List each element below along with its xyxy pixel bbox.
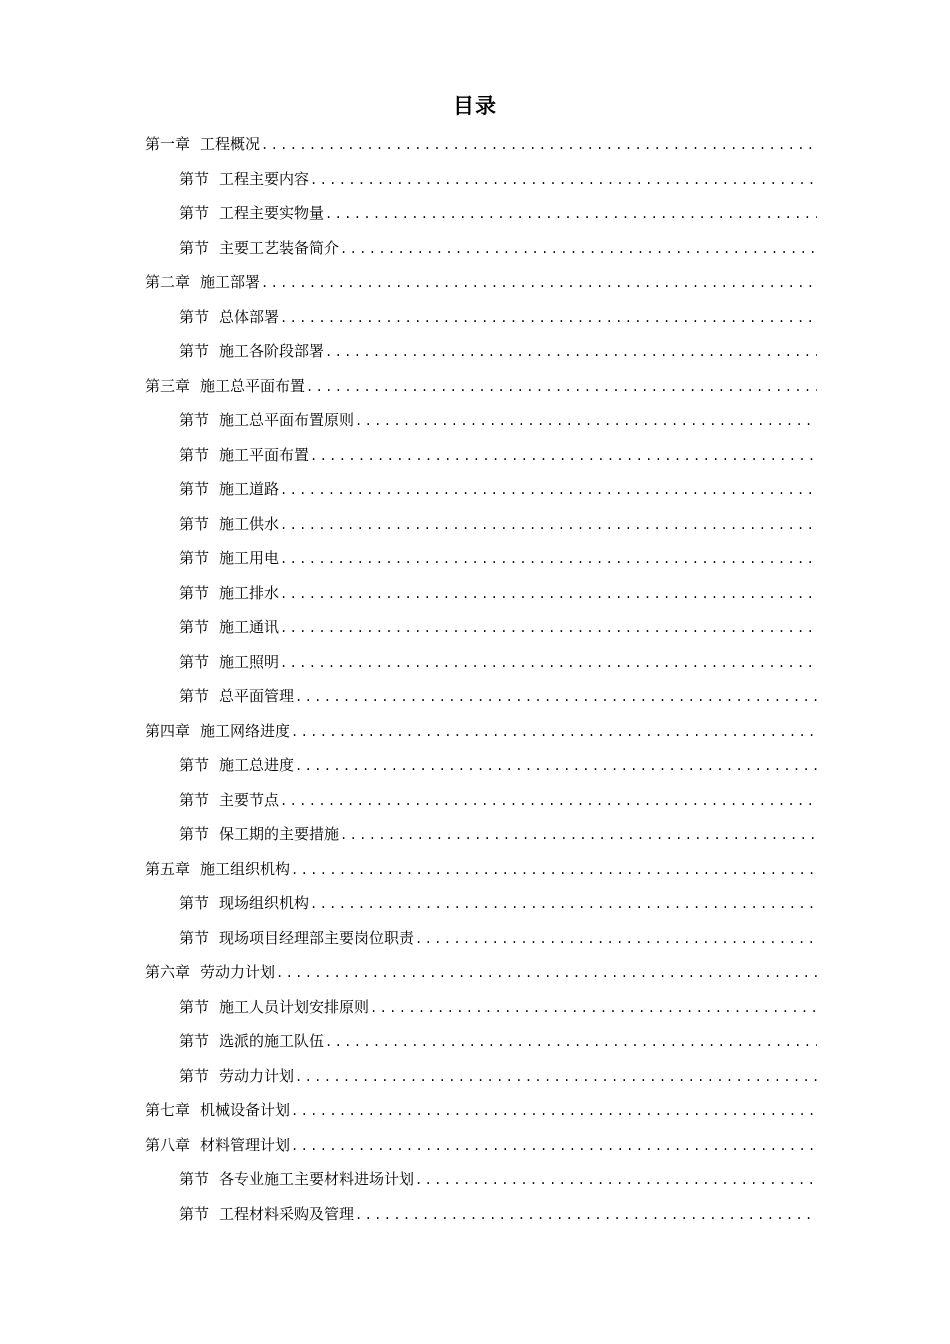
toc-entry-number: 第节 <box>179 687 210 705</box>
toc-dot-leader <box>280 611 817 645</box>
toc-entry-number: 第三章 <box>145 376 191 395</box>
toc-dot-leader <box>291 1129 817 1163</box>
toc-entry-text: 机械设备计划 <box>200 1101 291 1119</box>
toc-section-entry[interactable] <box>145 196 817 231</box>
toc-section-entry[interactable] <box>145 1197 817 1232</box>
toc-entry-number: 第节 <box>179 756 210 774</box>
toc-entry-text: 总平面管理 <box>219 687 295 705</box>
toc-dot-leader <box>280 301 817 335</box>
toc-section-entry[interactable] <box>145 541 817 576</box>
toc-entry-number: 第节 <box>179 790 210 809</box>
toc-entry-text: 施工道路 <box>219 480 280 498</box>
toc-section-entry[interactable] <box>145 1024 817 1059</box>
toc-entry-number: 第节 <box>179 618 210 636</box>
toc-dot-leader <box>325 197 817 231</box>
toc-dot-leader <box>355 404 817 438</box>
toc-entry-number: 第节 <box>179 480 210 498</box>
toc-section-entry[interactable] <box>145 679 817 714</box>
toc-section-entry[interactable] <box>145 438 817 473</box>
toc-section-entry[interactable] <box>145 817 817 852</box>
toc-chapter-entry[interactable] <box>145 1128 817 1163</box>
toc-entry-number: 第一章 <box>145 135 191 153</box>
toc-entry-text: 施工人员计划安排原则 <box>219 997 370 1016</box>
toc-dot-leader <box>291 1094 817 1128</box>
toc-section-entry[interactable] <box>145 334 817 369</box>
toc-chapter-entry[interactable] <box>145 127 817 162</box>
toc-entry-number: 第节 <box>179 169 210 188</box>
toc-entry-number: 第节 <box>179 445 210 464</box>
toc-entry-text: 施工总进度 <box>219 756 295 774</box>
toc-entry-number: 第五章 <box>145 859 191 878</box>
toc-entry-text: 施工组织机构 <box>200 859 291 878</box>
toc-dot-leader <box>280 784 817 818</box>
toc-entry-number: 第节 <box>179 1204 210 1223</box>
toc-dot-leader <box>276 956 817 990</box>
toc-dot-leader <box>325 1025 817 1059</box>
toc-section-entry[interactable] <box>145 748 817 783</box>
toc-section-entry[interactable] <box>145 507 817 542</box>
toc-dot-leader <box>415 1163 817 1197</box>
toc-dot-leader <box>340 818 817 852</box>
toc-entry-text: 劳动力计划 <box>200 963 276 981</box>
toc-entry-text: 现场项目经理部主要岗位职责 <box>219 928 415 947</box>
toc-entry-number: 第节 <box>179 342 210 360</box>
toc-dot-leader <box>310 439 817 473</box>
toc-dot-leader <box>295 1060 817 1094</box>
toc-entry-text: 工程概况 <box>200 135 261 153</box>
toc-entry-number: 第节 <box>179 238 210 257</box>
toc-dot-leader <box>261 128 817 162</box>
toc-entry-text: 主要工艺装备简介 <box>219 238 340 257</box>
toc-dot-leader <box>280 473 817 507</box>
toc-section-entry[interactable] <box>145 403 817 438</box>
toc-entry-text: 施工用电 <box>219 549 280 567</box>
toc-entry-number: 第节 <box>179 652 210 671</box>
toc-entry-number: 第节 <box>179 1032 210 1050</box>
toc-chapter-entry[interactable] <box>145 265 817 300</box>
toc-entry-number: 第节 <box>179 928 210 947</box>
toc-section-entry[interactable] <box>145 886 817 921</box>
toc-entry-text: 施工部署 <box>200 273 261 291</box>
toc-entry-text: 施工供水 <box>219 514 280 533</box>
toc-list <box>145 127 817 1231</box>
toc-entry-number: 第四章 <box>145 721 191 740</box>
toc-section-entry[interactable] <box>145 300 817 335</box>
toc-dot-leader <box>280 508 817 542</box>
toc-entry-text: 现场组织机构 <box>219 894 310 912</box>
toc-title: 目录 <box>453 94 497 118</box>
toc-dot-leader <box>295 680 817 714</box>
toc-entry-text: 工程主要实物量 <box>219 204 325 222</box>
toc-entry-text: 施工网络进度 <box>200 721 291 740</box>
toc-entry-number: 第节 <box>179 583 210 602</box>
toc-dot-leader <box>310 163 817 197</box>
toc-chapter-entry[interactable] <box>145 852 817 887</box>
toc-entry-text: 工程主要内容 <box>219 169 310 188</box>
toc-entry-number: 第节 <box>179 1066 210 1085</box>
toc-section-entry[interactable] <box>145 1059 817 1094</box>
toc-entry-number: 第节 <box>179 411 210 429</box>
toc-chapter-entry[interactable] <box>145 955 817 990</box>
toc-entry-text: 各专业施工主要材料进场计划 <box>219 1170 415 1188</box>
toc-chapter-entry[interactable] <box>145 1093 817 1128</box>
toc-dot-leader <box>355 1198 817 1232</box>
toc-entry-number: 第二章 <box>145 273 191 291</box>
toc-dot-leader <box>291 853 817 887</box>
toc-dot-leader <box>291 715 817 749</box>
toc-entry-text: 选派的施工队伍 <box>219 1032 325 1050</box>
toc-entry-text: 主要节点 <box>219 790 280 809</box>
toc-section-entry[interactable] <box>145 921 817 956</box>
toc-section-entry[interactable] <box>145 472 817 507</box>
toc-dot-leader <box>280 542 817 576</box>
toc-entry-text: 施工总平面布置 <box>200 376 306 395</box>
toc-section-entry[interactable] <box>145 231 817 266</box>
toc-entry-number: 第节 <box>179 307 210 326</box>
toc-chapter-entry[interactable] <box>145 369 817 404</box>
toc-section-entry[interactable] <box>145 610 817 645</box>
toc-entry-text: 总体部署 <box>219 307 280 326</box>
toc-section-entry[interactable] <box>145 645 817 680</box>
toc-dot-leader <box>340 232 817 266</box>
toc-entry-text: 施工平面布置 <box>219 445 310 464</box>
toc-dot-leader <box>415 922 817 956</box>
toc-dot-leader <box>280 646 817 680</box>
toc-dot-leader <box>261 266 817 300</box>
toc-entry-text: 施工各阶段部署 <box>219 342 325 360</box>
toc-entry-number: 第节 <box>179 997 210 1016</box>
toc-entry-number: 第节 <box>179 204 210 222</box>
toc-dot-leader <box>370 991 817 1025</box>
toc-entry-number: 第六章 <box>145 963 191 981</box>
toc-entry-number: 第七章 <box>145 1101 191 1119</box>
toc-dot-leader <box>325 335 817 369</box>
toc-entry-text: 工程材料采购及管理 <box>219 1204 355 1223</box>
toc-entry-text: 施工照明 <box>219 652 280 671</box>
toc-section-entry[interactable] <box>145 162 817 197</box>
toc-entry-text: 施工排水 <box>219 583 280 602</box>
toc-entry-number: 第节 <box>179 825 210 843</box>
toc-dot-leader <box>310 887 817 921</box>
toc-section-entry[interactable] <box>145 576 817 611</box>
toc-dot-leader <box>280 577 817 611</box>
toc-section-entry[interactable] <box>145 1162 817 1197</box>
toc-dot-leader <box>306 370 817 404</box>
toc-entry-number: 第节 <box>179 1170 210 1188</box>
toc-chapter-entry[interactable] <box>145 714 817 749</box>
toc-section-entry[interactable] <box>145 783 817 818</box>
toc-entry-text: 保工期的主要措施 <box>219 825 340 843</box>
toc-entry-number: 第节 <box>179 514 210 533</box>
toc-entry-text: 材料管理计划 <box>200 1135 291 1154</box>
toc-dot-leader <box>295 749 817 783</box>
toc-section-entry[interactable] <box>145 990 817 1025</box>
toc-entry-number: 第八章 <box>145 1135 191 1154</box>
toc-entry-text: 施工通讯 <box>219 618 280 636</box>
toc-entry-text: 施工总平面布置原则 <box>219 411 355 429</box>
toc-entry-number: 第节 <box>179 549 210 567</box>
toc-entry-text: 劳动力计划 <box>219 1066 295 1085</box>
toc-entry-number: 第节 <box>179 894 210 912</box>
